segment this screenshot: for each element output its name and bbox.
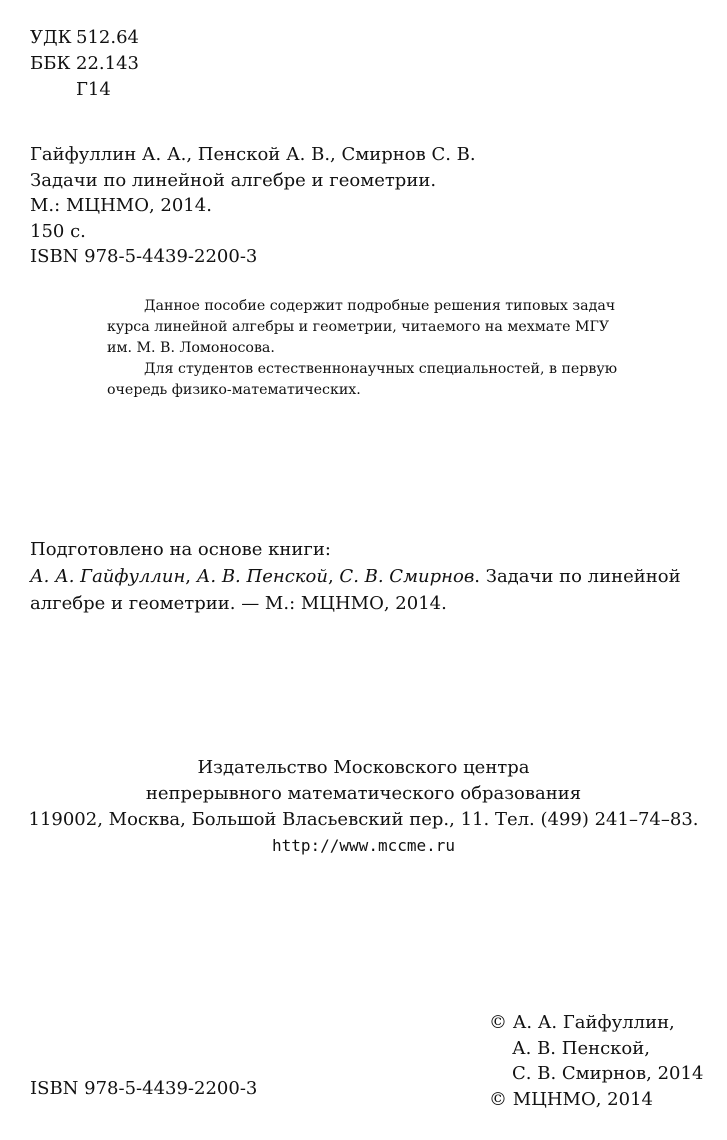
udk-row <box>30 25 139 51</box>
udk-label: УДК <box>30 27 72 48</box>
abstract <box>107 296 637 401</box>
copyright-line: © А. А. Гайфуллин, <box>489 1012 675 1033</box>
footer-isbn: ISBN 978-5-4439-2200-3 <box>30 1078 258 1099</box>
based-on-citation-line1: А. А. Гайфуллин, А. В. Пенской, С. В. Смирнов. Задачи по линейной <box>30 566 681 587</box>
publisher-address: 119002, Москва, Большой Власьевский пер., 11. Тел. (499) 241–74–83. <box>28 809 699 830</box>
bib-publisher: М.: МЦНМО, 2014. <box>30 195 212 216</box>
bbk-label: ББК <box>30 53 71 74</box>
classification-block <box>30 25 139 103</box>
publisher-url[interactable]: http://www.mccme.ru <box>271 836 456 855</box>
bib-authors: Гайфуллин А. А., Пенской А. В., Смирнов С. В. <box>30 144 476 165</box>
publisher-name-line2: непрерывного математического образования <box>145 783 582 804</box>
citation-title: . Задачи по линейной <box>474 566 681 587</box>
abstract-line: очередь физико-математических. <box>107 382 361 398</box>
based-on-citation-line2: алгебре и геометрии. — М.: МЦНМО, 2014. <box>30 593 447 614</box>
bib-title: Задачи по линейной алгебре и геометрии. <box>30 169 437 191</box>
publisher-name-line1: Издательство Московского центра <box>197 757 530 778</box>
udk-value: 512.64 <box>76 27 139 48</box>
citation-author: А. В. Пенской <box>196 566 328 587</box>
bibliographic-block <box>30 142 476 270</box>
copyright-line: А. В. Пенской, <box>512 1037 650 1059</box>
bbk-value: 22.143 <box>76 53 139 74</box>
based-on-heading: Подготовлено на основе книги: <box>30 539 331 560</box>
bbk-row <box>30 51 139 77</box>
based-on-block <box>30 536 681 617</box>
citation-author: А. А. Гайфуллин <box>30 566 186 587</box>
abstract-line: Данное пособие содержит подробные решения типовых задач <box>144 298 616 314</box>
publisher-block <box>0 755 727 859</box>
abstract-line: курса линейной алгебры и геометрии, читаемого на мехмате МГУ <box>107 319 610 335</box>
abstract-line: Для студентов естественнонаучных специальностей, в первую <box>144 361 618 377</box>
author-mark: Г14 <box>76 79 111 100</box>
bib-pages: 150 с. <box>30 220 86 242</box>
abstract-line: им. М. В. Ломоносова. <box>107 340 275 356</box>
copyright-line: С. В. Смирнов, 2014 <box>512 1063 704 1084</box>
bib-isbn: ISBN 978-5-4439-2200-3 <box>30 246 258 267</box>
citation-author: С. В. Смирнов <box>339 566 475 587</box>
author-mark-row <box>30 77 139 103</box>
copyright-block <box>489 1010 703 1112</box>
copyright-line: © МЦНМО, 2014 <box>489 1088 653 1110</box>
